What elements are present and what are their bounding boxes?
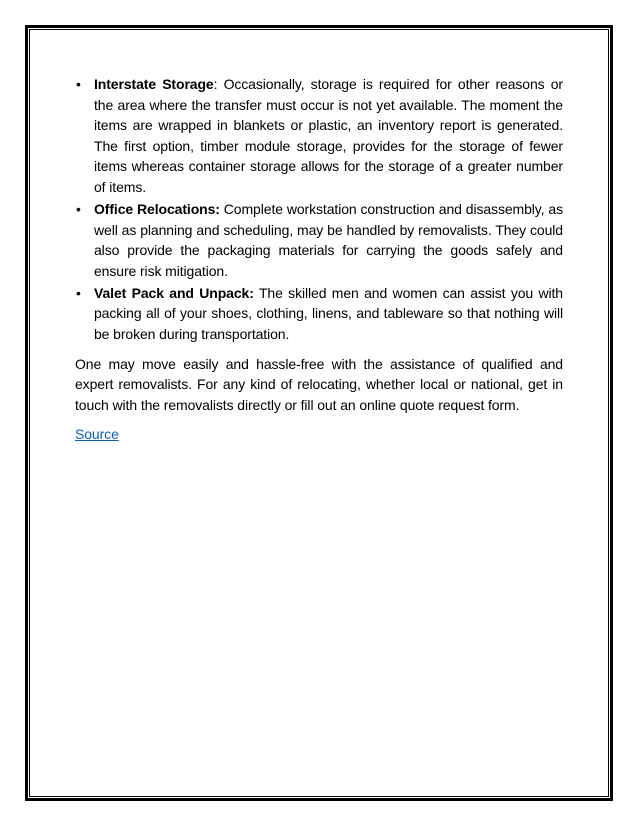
list-item-interstate-storage (75, 74, 563, 198)
bullet-list (75, 74, 563, 345)
source-link[interactable]: Source (75, 426, 119, 443)
closing-paragraph: One may move easily and hassle-free with the assistance of qualified and expert removalists. For any kind of relocating, whether local or national, get in touch with the removalists directly or fill out an online quote request form. (75, 355, 563, 413)
description-office-relocations: Complete workstation construction and disassembly, as well as planning and scheduling, may be handled by removalists. They could also provide the packaging materials for carrying the goods safely and ensure risk mitigation. (94, 200, 563, 279)
page-content (75, 74, 563, 445)
term-interstate-storage: Interstate Storage (94, 76, 214, 92)
term-office-relocations: Office Relocations: (94, 200, 220, 217)
description-interstate-storage: Occasionally, storage is required for other reasons or the area where the transfer must occur is not yet available. The moment the items are wrapped in blankets or plastic, an inventory report is generated. The first option, timber module storage, provides for the storage of fewer items whereas container storage allows for the storage of a greater number of items. (94, 76, 563, 195)
term-valet-pack-unpack: Valet Pack and Unpack: (94, 284, 254, 301)
list-item-office-relocations (75, 199, 563, 281)
description-valet-pack-unpack: The skilled men and women can assist you with packing all of your shoes, clothing, linens, and tableware so that nothing will be broken during transportation. (94, 284, 563, 342)
source-line (75, 424, 563, 445)
bullet-icon: • (76, 200, 81, 217)
bullet-icon: • (76, 284, 81, 301)
bullet-icon: • (76, 76, 81, 92)
list-item-valet-pack-unpack (75, 283, 563, 345)
term-separator: : (213, 76, 224, 92)
